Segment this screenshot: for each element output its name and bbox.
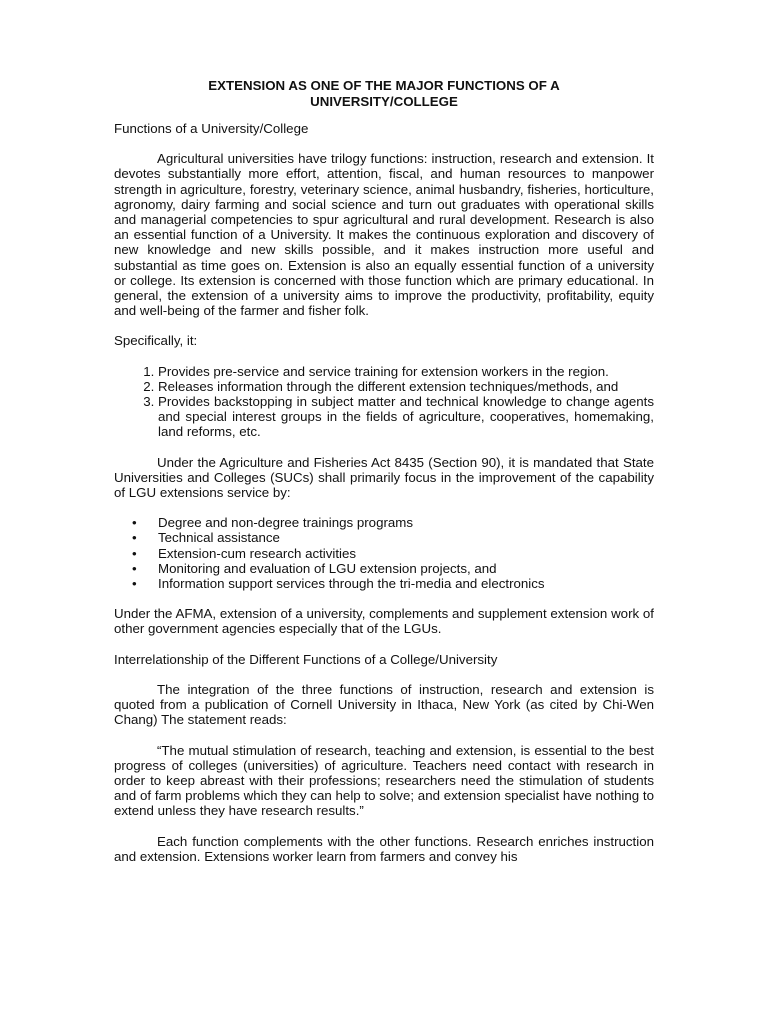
- functions-paragraph: Agricultural universities have trilogy functions: instruction, research and extension. It devotes substantially more effort, attention, fiscal, and human resources to manpower strength in agriculture, forestry, veterinary science, animal husbandry, fisheries, horticulture, agronomy, dairy farming and social science and turn out graduates with operational skills and managerial competencies to spur agricultural and rural development. Research is also an essential function of a University. It makes the continuous exploration and discovery of new knowledge and new skills possible, and it makes instruction more useful and substantial as time goes on. Extension is also an equally essential function of a university or college. Its extension is concerned with those function which are primary educational. In general, the extension of a university aims to improve the productivity, profitability, equity and well-being of the farmer and fisher folk.: [114, 151, 654, 319]
- document-page: [114, 78, 654, 864]
- cornell-quote: “The mutual stimulation of research, teaching and extension, is essential to the best progress of colleges (universities) of agriculture. Teachers need contact with research in order to keep abreast with their professions; researchers need the stimulation of students and of farm problems which they can help to solve; and extension specialist have nothing to extend unless they have research results.”: [114, 742, 654, 819]
- list-item: • Information support services through the tri-media and electronics: [158, 576, 654, 591]
- list-item: 1. Provides pre-service and service training for extension workers in the region.: [158, 364, 654, 379]
- integration-paragraph: The integration of the three functions of instruction, research and extension is quoted from a publication of Cornell University in Ithaca, New York (as cited by Chi-Wen Chang) The statement reads:: [114, 681, 654, 728]
- specifically-intro: Specifically, it:: [114, 333, 198, 349]
- specific-functions-list: [114, 364, 654, 440]
- list-item: • Degree and non-degree trainings programs: [158, 515, 654, 530]
- afma-paragraph: Under the Agriculture and Fisheries Act 8435 (Section 90), it is mandated that State Universities and Colleges (SUCs) shall primarily focus in the improvement of the capability of LGU extensions service by:: [114, 454, 654, 501]
- complement-paragraph: Each function complements with the other functions. Research enriches instruction and extension. Extensions worker learn from farmers and convey his: [114, 833, 654, 864]
- section-heading-interrelationship: Interrelationship of the Different Functions of a College/University: [114, 651, 498, 667]
- title-line-1: EXTENSION AS ONE OF THE MAJOR FUNCTIONS OF A: [208, 78, 560, 93]
- title-line-2: UNIVERSITY/COLLEGE: [310, 94, 458, 109]
- document-title: [114, 78, 654, 110]
- list-item: 2. Releases information through the different extension techniques/methods, and: [158, 379, 654, 394]
- list-item: 3. Provides backstopping in subject matter and technical knowledge to change agents and special interest groups in the fields of agriculture, cooperatives, homemaking, land reforms, etc.: [158, 394, 654, 440]
- list-item: • Extension-cum research activities: [158, 546, 654, 561]
- services-bullet-list: [114, 515, 654, 591]
- section-heading-functions: Functions of a University/College: [114, 121, 309, 136]
- list-item: • Monitoring and evaluation of LGU extension projects, and: [158, 561, 654, 576]
- afma-closing-paragraph: Under the AFMA, extension of a university, complements and supplement extension work of other government agencies especially that of the LGUs.: [114, 606, 654, 637]
- list-item: • Technical assistance: [158, 530, 654, 545]
